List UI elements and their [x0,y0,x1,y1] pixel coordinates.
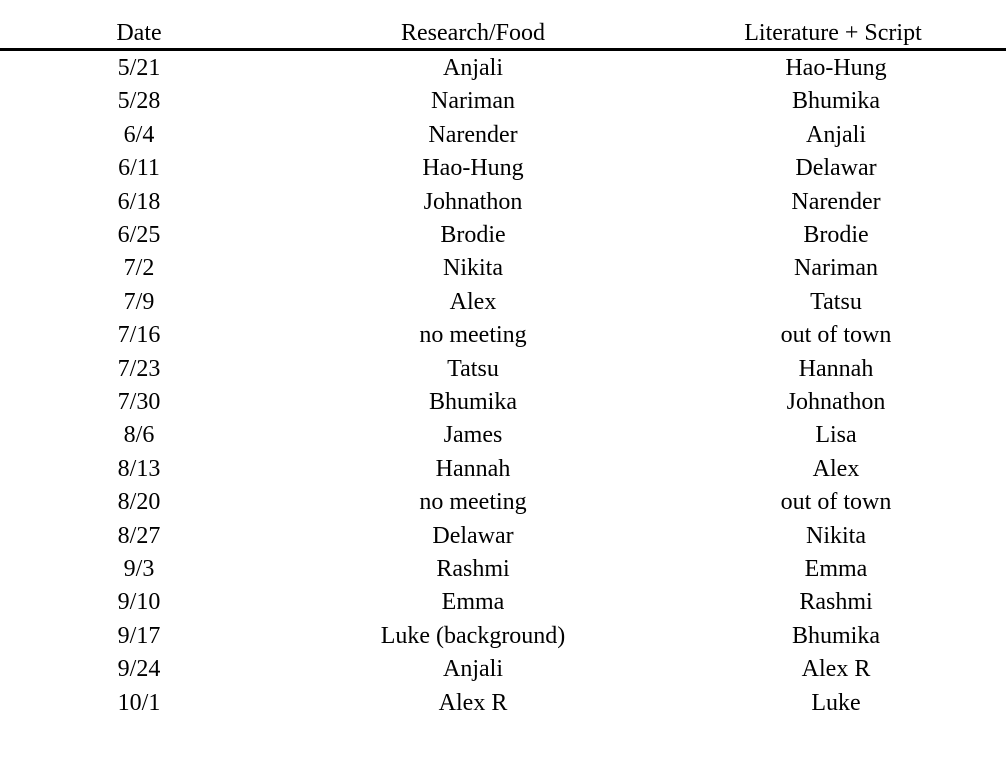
cell-literature-script: Hao-Hung [785,55,887,81]
cell-research-food: Alex [449,288,497,315]
cell-literature-script: Bhumika [792,88,880,115]
cell-date: 5/21 [117,55,161,81]
cell-literature-script: Luke [811,689,861,716]
cell-research-food: Bhumika [429,389,517,415]
table-row [0,553,1006,586]
cell-date: 8/27 [117,522,161,549]
cell-research-food: Nikita [443,255,503,282]
table-row [0,687,1006,720]
cell-date: 7/9 [123,288,155,315]
cell-date: 6/4 [123,121,155,148]
cell-date: 6/18 [117,188,161,215]
cell-literature-script: Nariman [794,255,878,282]
table-row [0,252,1006,285]
cell-date: 9/10 [117,589,161,616]
table-row [0,219,1006,252]
table-row [0,52,1006,85]
cell-literature-script: Rashmi [799,589,873,616]
cell-literature-script: Lisa [815,422,857,449]
cell-date: 8/6 [123,422,155,449]
cell-literature-script: out of town [780,322,892,349]
header-divider [0,48,1006,51]
cell-date: 6/25 [117,222,161,248]
cell-research-food: Tatsu [447,355,499,382]
cell-research-food: Hao-Hung [422,155,524,182]
table-row [0,286,1006,319]
cell-research-food: Narender [428,121,518,148]
cell-literature-script: Alex R [801,656,871,683]
cell-literature-script: Bhumika [792,622,880,649]
cell-research-food: Anjali [443,55,503,81]
cell-literature-script: Nikita [806,522,866,549]
cell-research-food: Alex R [438,689,508,716]
cell-research-food: Anjali [443,656,503,683]
table-row [0,419,1006,452]
table-row [0,119,1006,152]
cell-date: 7/30 [117,389,161,415]
cell-literature-script: Narender [791,188,881,215]
cell-literature-script: Alex [812,455,860,482]
cell-research-food: Rashmi [436,556,510,582]
cell-research-food: no meeting [419,489,527,516]
cell-literature-script: Anjali [806,121,866,148]
cell-research-food: no meeting [419,322,527,349]
table-row [0,453,1006,486]
cell-research-food: Hannah [435,455,511,482]
cell-date: 5/28 [117,88,161,115]
cell-literature-script: Delawar [795,155,877,182]
table-row [0,85,1006,118]
cell-research-food: James [443,422,503,449]
cell-literature-script: Tatsu [810,288,862,315]
table-row [0,353,1006,386]
cell-literature-script: Hannah [798,355,874,382]
table-row [0,319,1006,352]
cell-date: 8/20 [117,489,161,516]
cell-date: 8/13 [117,455,161,482]
cell-date: 7/16 [117,322,161,349]
cell-date: 10/1 [117,689,161,716]
cell-date: 9/24 [117,656,161,683]
cell-date: 9/3 [123,556,155,582]
table-row [0,386,1006,419]
cell-date: 9/17 [117,622,161,649]
cell-research-food: Johnathon [423,188,523,215]
table-row [0,486,1006,519]
table-row [0,620,1006,653]
header-literature-script: Literature + Script [744,20,922,46]
cell-research-food: Delawar [432,522,514,549]
cell-research-food: Emma [441,589,505,616]
table-row [0,653,1006,686]
cell-research-food: Nariman [431,88,515,115]
table-row [0,152,1006,185]
cell-date: 7/2 [123,255,155,282]
cell-literature-script: Brodie [803,222,869,248]
cell-research-food: Brodie [440,222,506,248]
cell-date: 6/11 [118,155,160,182]
table-row [0,186,1006,219]
header-research-food: Research/Food [401,20,545,46]
header-date: Date [116,20,162,46]
cell-date: 7/23 [117,355,161,382]
cell-literature-script: out of town [780,489,892,516]
table-row [0,520,1006,553]
cell-literature-script: Emma [804,556,868,582]
table-header-row [0,17,1006,49]
table-row [0,586,1006,619]
cell-research-food: Luke (background) [380,622,566,649]
cell-literature-script: Johnathon [786,389,886,415]
